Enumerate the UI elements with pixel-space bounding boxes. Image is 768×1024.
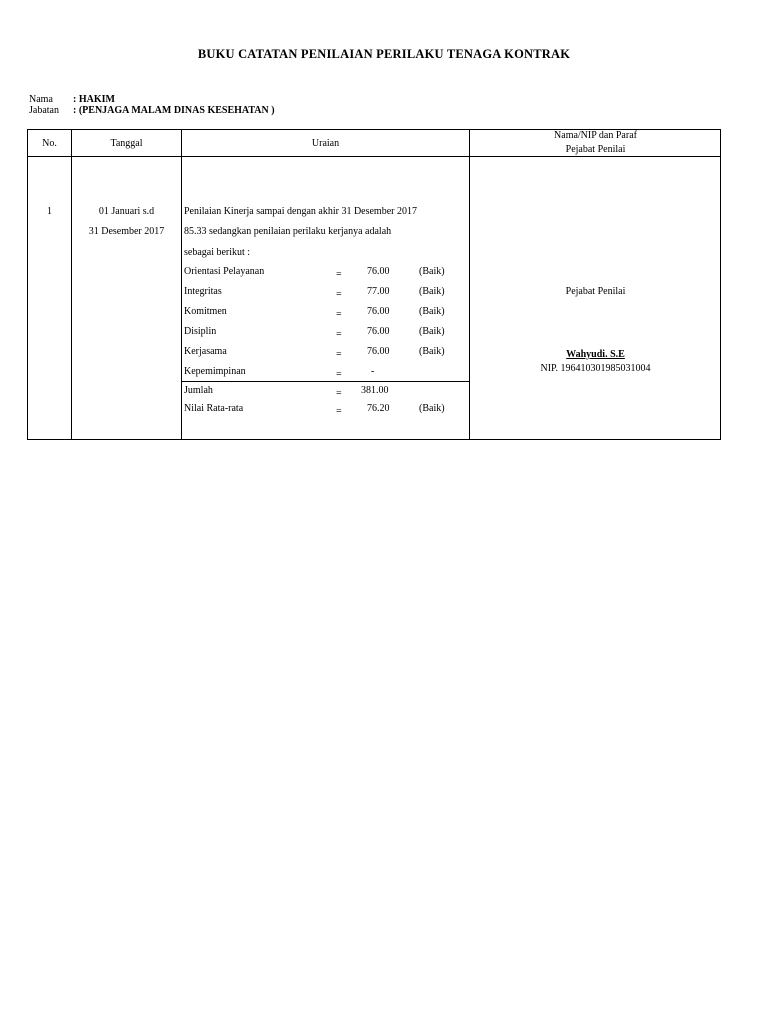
average-score: 76.20 [367, 403, 390, 414]
average-equals: = [336, 406, 342, 417]
description-line: 85.33 sedangkan penilaian perilaku kerjanya adalah [184, 226, 392, 237]
average-label: Nilai Rata-rata [184, 403, 244, 414]
row-date-start: 01 Januari s.d [98, 206, 155, 217]
name-value: : HAKIM [73, 94, 115, 105]
officer-nip: NIP. 196410301985031004 [540, 363, 651, 374]
criterion-equals: = [336, 269, 342, 280]
officer-name: Wahyudi. S.E [566, 349, 625, 360]
criterion-score: - [371, 366, 375, 377]
description-line: sebagai berikut : [184, 247, 251, 258]
average-grade: (Baik) [419, 403, 445, 414]
description-line: Penilaian Kinerja sampai dengan akhir 31 Desember 2017 [184, 206, 417, 217]
document-title: BUKU CATATAN PENILAIAN PERILAKU TENAGA KONTRAK [197, 47, 571, 61]
row-number: 1 [47, 206, 52, 217]
criterion-score: 76.00 [367, 326, 390, 337]
criterion-score: 76.00 [367, 346, 390, 357]
criterion-equals: = [336, 309, 342, 320]
name-label: Nama [29, 94, 53, 105]
criterion-grade: (Baik) [419, 326, 445, 337]
position-value: : (PENJAGA MALAM DINAS KESEHATAN ) [73, 105, 275, 116]
criterion-equals: = [336, 289, 342, 300]
sum-divider [181, 381, 469, 382]
criterion-grade: (Baik) [419, 306, 445, 317]
total-equals: = [336, 388, 342, 399]
total-label: Jumlah [184, 385, 213, 396]
header-no: No. [42, 138, 57, 149]
position-label: Jabatan [29, 105, 59, 116]
criterion-score: 76.00 [367, 266, 390, 277]
header-description: Uraian [311, 138, 340, 149]
criterion-grade: (Baik) [419, 266, 445, 277]
criterion-label: Komitmen [184, 306, 227, 317]
column-divider [181, 130, 182, 439]
criterion-score: 77.00 [367, 286, 390, 297]
header-officer-line1: Nama/NIP dan Paraf [554, 130, 637, 141]
column-divider [71, 130, 72, 439]
criterion-label: Disiplin [184, 326, 217, 337]
total-score: 381.00 [361, 385, 389, 396]
officer-title: Pejabat Penilai [565, 286, 626, 297]
header-divider [28, 156, 720, 157]
criterion-grade: (Baik) [419, 286, 445, 297]
criterion-label: Kerjasama [184, 346, 227, 357]
header-officer-line2: Pejabat Penilai [565, 144, 626, 155]
criterion-equals: = [336, 369, 342, 380]
column-divider [469, 130, 470, 439]
row-date-end: 31 Desember 2017 [88, 226, 165, 237]
assessment-table [27, 129, 721, 440]
criterion-equals: = [336, 329, 342, 340]
header-date: Tanggal [110, 138, 143, 149]
criterion-label: Orientasi Pelayanan [184, 266, 265, 277]
criterion-score: 76.00 [367, 306, 390, 317]
criterion-grade: (Baik) [419, 346, 445, 357]
criterion-label: Integritas [184, 286, 222, 297]
criterion-label: Kepemimpinan [184, 366, 246, 377]
criterion-equals: = [336, 349, 342, 360]
